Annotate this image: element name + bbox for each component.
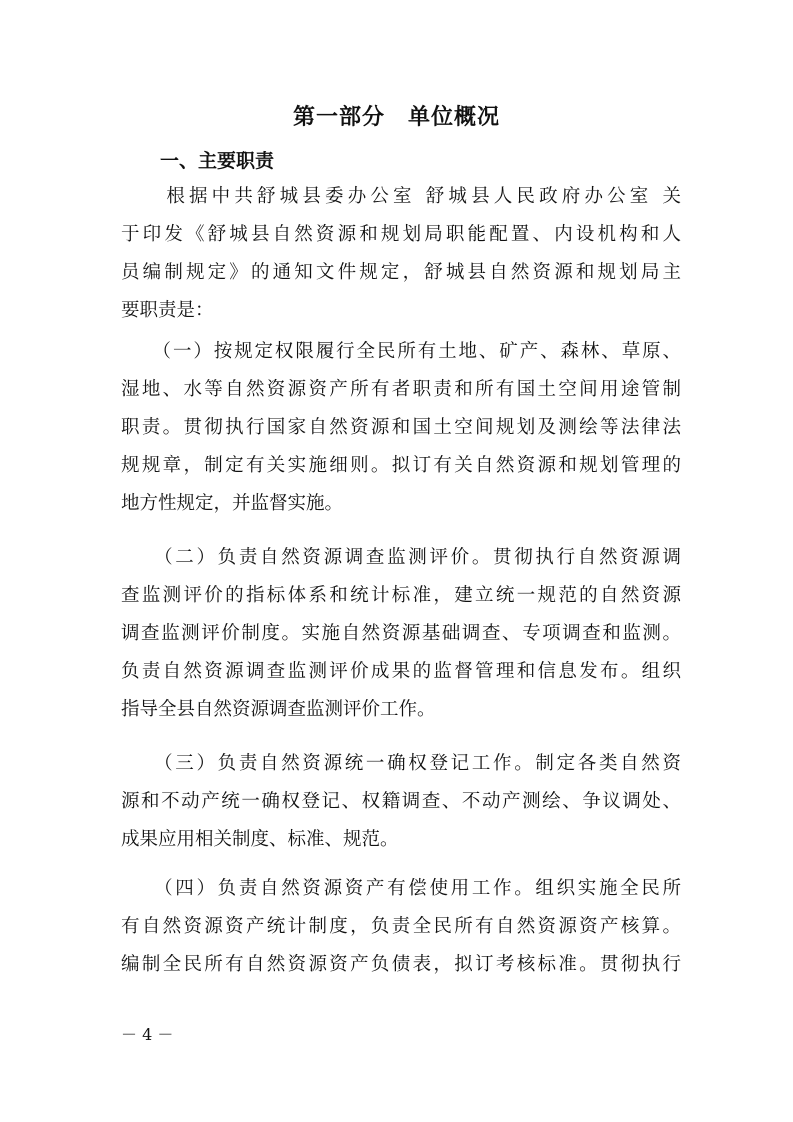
paragraph-line: （三）负责自然资源统一确权登记工作。制定各类自然资 [121,753,681,774]
paragraph-line: 成果应用相关制度、标准、规范。 [121,829,399,850]
intro-line: 要职责是： [121,300,214,321]
paragraph-line: （二）负责自然资源调查监测评价。贯彻执行自然资源调 [121,547,681,568]
intro-paragraph [121,178,681,330]
paragraph-line: （四）负责自然资源资产有偿使用工作。组织实施全民所 [121,878,681,899]
paragraph-line: 职责。贯彻执行国家自然资源和国土空间规划及测绘等法律法 [121,417,681,438]
paragraph-line: 湿地、水等自然资源资产所有者职责和所有国土空间用途管制 [121,379,681,400]
paragraph-line: 编制全民所有自然资源资产负债表，拟订考核标准。贯彻执行 [121,954,681,975]
paragraph-line: 规规章，制定有关实施细则。拟订有关自然资源和规划管理的 [121,455,681,476]
paragraph-line: 负责自然资源调查监测评价成果的监督管理和信息发布。组织 [121,661,681,682]
paragraph-line: 有自然资源资产统计制度，负责全民所有自然资源资产核算。 [121,916,681,937]
paragraph-line: （一）按规定权限履行全民所有土地、矿产、森林、草原、 [121,341,681,362]
paragraph-line: 地方性规定，并监督实施。 [121,493,344,514]
paragraph-4 [121,870,681,984]
paragraph-line: 指导全县自然资源调查监测评价工作。 [121,699,436,720]
paragraph-line: 源和不动产统一确权登记、权籍调查、不动产测绘、争议调处、 [121,791,681,812]
intro-line: 员编制规定》的通知文件规定，舒城县自然资源和规划局主 [121,262,681,283]
paragraph-1 [121,333,681,523]
intro-line: 根据中共舒城县委办公室 舒城县人民政府办公室 关 [121,186,681,207]
paragraph-line: 查监测评价的指标体系和统计标准，建立统一规范的自然资源 [121,585,681,606]
section-heading: 一、主要职责 [160,150,275,172]
page-number: － 4 － [121,1025,174,1044]
intro-line: 于印发《舒城县自然资源和规划局职能配置、内设机构和人 [121,224,681,245]
paragraph-3 [121,745,681,859]
page-title: 第一部分 单位概况 [292,105,500,130]
paragraph-line: 调查监测评价制度。实施自然资源基础调查、专项调查和监测。 [121,623,681,644]
paragraph-2 [121,539,681,729]
